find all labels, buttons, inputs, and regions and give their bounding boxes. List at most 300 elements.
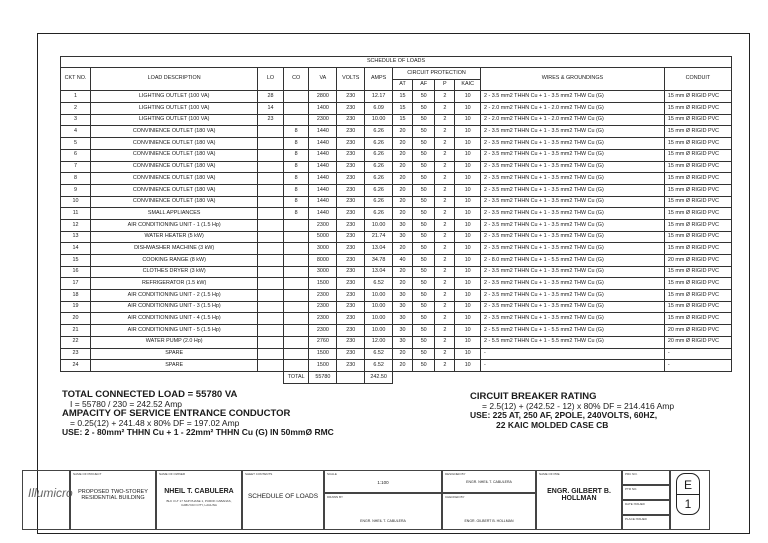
cell-wire: 2 - 3.5 mm2 THHN Cu + 1 - 3.5 mm2 THW Cu (G) (481, 126, 665, 138)
col-at: AT (393, 79, 413, 91)
cell-cond: 15 mm Ø RIGID PVC (664, 278, 731, 290)
cell-volts: 230 (337, 278, 365, 290)
cell-at: 20 (393, 348, 413, 360)
table-row (61, 336, 732, 348)
sheet-number: 1 (684, 497, 692, 511)
cell-lo (258, 173, 284, 185)
cell-wire: 2 - 3.5 mm2 THHN Cu + 1 - 3.5 mm2 THW Cu (G) (481, 301, 665, 313)
ptr-cell (622, 485, 670, 500)
table-title: SCHEDULE OF LOADS (61, 57, 732, 68)
cell-af: 50 (413, 138, 435, 150)
cell-cond: 15 mm Ø RIGID PVC (664, 219, 731, 231)
cell-kaic: 10 (455, 243, 481, 255)
cell-af: 50 (413, 301, 435, 313)
table-row (61, 173, 732, 185)
conductor-use-line: USE: 2 - 80mm² THHN Cu + 1 - 22mm² THHN Cu (G) IN 50mmØ RMC (62, 427, 334, 437)
cell-va: 1440 (309, 149, 337, 161)
cell-at: 30 (393, 219, 413, 231)
cell-at: 30 (393, 313, 413, 325)
cell-desc: SMALL APPLIANCES (91, 208, 258, 220)
cell-p: 2 (435, 126, 455, 138)
cell-desc: CONVINIENCE OUTLET (180 VA) (91, 173, 258, 185)
cell-p: 2 (435, 313, 455, 325)
cell-p: 2 (435, 266, 455, 278)
cell-af: 50 (413, 173, 435, 185)
cell-volts: 230 (337, 149, 365, 161)
cell-at: 20 (393, 173, 413, 185)
sheet-number-cell (670, 470, 710, 530)
cell-ckt: 18 (61, 290, 91, 302)
table-row (61, 103, 732, 115)
cell-va: 1440 (309, 138, 337, 150)
schedule-of-loads-table (60, 56, 732, 384)
table-row (61, 149, 732, 161)
cell-cond: 15 mm Ø RIGID PVC (664, 208, 731, 220)
cell-wire: 2 - 3.5 mm2 THHN Cu + 1 - 3.5 mm2 THW Cu (G) (481, 278, 665, 290)
table-row (61, 126, 732, 138)
cell-volts: 230 (337, 266, 365, 278)
company-logo: Illumicro (28, 486, 73, 500)
col-amps: AMPS (365, 68, 393, 91)
cell-volts: 230 (337, 196, 365, 208)
drawn-by: ENGR. NHEIL T. CABULERA (360, 519, 406, 523)
cell-p: 2 (435, 336, 455, 348)
col-co: CO (283, 68, 309, 91)
ptr-label: PTR NO. (625, 487, 638, 491)
cell-wire: 2 - 3.5 mm2 THHN Cu + 1 - 3.5 mm2 THW Cu (G) (481, 290, 665, 302)
current-line: I = 55780 / 230 = 242.52 Amp (70, 398, 183, 409)
cell-amps: 10.00 (365, 313, 393, 325)
cell-kaic: 10 (455, 278, 481, 290)
cell-co (283, 348, 309, 360)
cell-volts: 230 (337, 126, 365, 138)
col-desc: LOAD DESCRIPTION (91, 68, 258, 91)
cell-co (283, 103, 309, 115)
engineer-cell (536, 470, 622, 530)
table-row (61, 266, 732, 278)
cell-at: 30 (393, 301, 413, 313)
table-row (61, 91, 732, 103)
cell-kaic: 10 (455, 231, 481, 243)
cell-volts: 230 (337, 360, 365, 372)
cell-co (283, 301, 309, 313)
cell-wire: 2 - 3.5 mm2 THHN Cu + 1 - 3.5 mm2 THW Cu (G) (481, 231, 665, 243)
cell-amps: 13.04 (365, 243, 393, 255)
cell-desc: AIR CONDITIONING UNIT - 5 (1.5 Hp) (91, 325, 258, 337)
cell-p: 2 (435, 243, 455, 255)
cell-desc: COOKING RANGE (8 kW) (91, 255, 258, 267)
cell-va: 3000 (309, 266, 337, 278)
cell-p: 2 (435, 255, 455, 267)
cell-p: 2 (435, 184, 455, 196)
cell-amps: 6.52 (365, 360, 393, 372)
cell-cond: 15 mm Ø RIGID PVC (664, 301, 731, 313)
cell-va: 2760 (309, 336, 337, 348)
drawing-sheet (37, 33, 750, 534)
cell-ckt: 17 (61, 278, 91, 290)
cell-va: 1500 (309, 278, 337, 290)
cell-amps: 10.00 (365, 114, 393, 126)
prc-cell (622, 470, 670, 485)
cell-af: 50 (413, 161, 435, 173)
cell-p: 2 (435, 360, 455, 372)
cell-at: 30 (393, 336, 413, 348)
cell-p: 2 (435, 91, 455, 103)
date-label: DATE ISSUED (625, 502, 645, 506)
cell-va: 2300 (309, 325, 337, 337)
col-lo: LO (258, 68, 284, 91)
cell-wire: 2 - 3.5 mm2 THHN Cu + 1 - 3.5 mm2 THW Cu (G) (481, 138, 665, 150)
cell-ckt: 11 (61, 208, 91, 220)
cell-lo (258, 161, 284, 173)
cell-amps: 6.26 (365, 149, 393, 161)
cell-va: 1440 (309, 208, 337, 220)
cell-af: 50 (413, 255, 435, 267)
drawn-cell (324, 493, 442, 530)
cell-amps: 6.52 (365, 348, 393, 360)
cell-cond: 15 mm Ø RIGID PVC (664, 103, 731, 115)
col-af: AF (413, 79, 435, 91)
date-cell (622, 500, 670, 515)
logo-cell (22, 470, 73, 530)
scale-cell (324, 470, 442, 493)
table-row (61, 278, 732, 290)
cell-lo (258, 219, 284, 231)
cell-kaic: 10 (455, 103, 481, 115)
cell-lo (258, 360, 284, 372)
cell-va: 2300 (309, 301, 337, 313)
cell-va: 2300 (309, 219, 337, 231)
designed-cell (442, 470, 536, 493)
cell-cond: 15 mm Ø RIGID PVC (664, 290, 731, 302)
cell-af: 50 (413, 91, 435, 103)
cell-co (283, 231, 309, 243)
cell-kaic: 10 (455, 149, 481, 161)
col-va: VA (309, 68, 337, 91)
cell-amps: 6.26 (365, 196, 393, 208)
cell-kaic: 10 (455, 313, 481, 325)
cell-desc: SPARE (91, 348, 258, 360)
cell-lo (258, 266, 284, 278)
cell-cond: 15 mm Ø RIGID PVC (664, 243, 731, 255)
cell-kaic: 10 (455, 301, 481, 313)
cell-co (283, 266, 309, 278)
owner-address: BLK 3 LT 17 SAP PHASE 1, PUROK CABANAS, CABUYAO CITY, LAGUNA (166, 499, 232, 507)
cell-desc: AIR CONDITIONING UNIT - 1 (1.5 Hp) (91, 219, 258, 231)
checked-cell (442, 493, 536, 530)
cell-ckt: 19 (61, 301, 91, 313)
cell-wire: - (481, 360, 665, 372)
cell-wire: 2 - 2.0 mm2 THHN Cu + 1 - 2.0 mm2 THW Cu (G) (481, 103, 665, 115)
cell-at: 20 (393, 161, 413, 173)
cell-cond: 15 mm Ø RIGID PVC (664, 231, 731, 243)
cell-amps: 10.00 (365, 219, 393, 231)
cell-wire: 2 - 3.5 mm2 THHN Cu + 1 - 3.5 mm2 THW Cu (G) (481, 184, 665, 196)
cell-ckt: 21 (61, 325, 91, 337)
ampacity-title: AMPACITY OF SERVICE ENTRANCE CONDUCTOR (62, 408, 291, 419)
table-row (61, 243, 732, 255)
cell-co (283, 325, 309, 337)
cell-cond: 20 mm Ø RIGID PVC (664, 255, 731, 267)
cell-volts: 230 (337, 301, 365, 313)
cell-at: 20 (393, 126, 413, 138)
table-row (61, 208, 732, 220)
cell-ckt: 15 (61, 255, 91, 267)
cell-af: 50 (413, 219, 435, 231)
col-circuit-protection: CIRCUIT PROTECTION (393, 68, 481, 80)
col-p: P (435, 79, 455, 91)
cell-amps: 12.00 (365, 336, 393, 348)
table-row (61, 290, 732, 302)
cell-kaic: 10 (455, 91, 481, 103)
cell-amps: 6.26 (365, 161, 393, 173)
calc-right (470, 392, 674, 430)
cell-co: 8 (283, 161, 309, 173)
cell-wire: 2 - 3.5 mm2 THHN Cu + 1 - 3.5 mm2 THW Cu (G) (481, 196, 665, 208)
cell-ckt: 7 (61, 161, 91, 173)
cell-va: 5000 (309, 231, 337, 243)
sheet-contents: SCHEDULE OF LOADS (247, 493, 319, 500)
cell-co: 8 (283, 149, 309, 161)
cell-lo: 28 (258, 91, 284, 103)
owner-label: NAME OF OWNER (159, 472, 185, 476)
cell-at: 20 (393, 138, 413, 150)
designed-by: ENGR. NHEIL T. CABULERA (466, 480, 512, 484)
place-label: PLACE ISSUED (625, 517, 647, 521)
cell-af: 50 (413, 196, 435, 208)
cell-ckt: 12 (61, 219, 91, 231)
cell-volts: 230 (337, 290, 365, 302)
cell-desc: WATER HEATER (5 kW) (91, 231, 258, 243)
cell-desc: REFRIGERATOR (1.5 kW) (91, 278, 258, 290)
cell-desc: WATER PUMP (2.0 Hp) (91, 336, 258, 348)
cell-at: 30 (393, 231, 413, 243)
cell-wire: 2 - 5.5 mm2 THHN Cu + 1 - 5.5 mm2 THW Cu (G) (481, 325, 665, 337)
cell-va: 1440 (309, 173, 337, 185)
checked-label: CHECKED BY (445, 495, 465, 499)
cell-p: 2 (435, 290, 455, 302)
table-row (61, 255, 732, 267)
sheet-label: SHEET CONTENTS (245, 472, 273, 476)
cell-ckt: 20 (61, 313, 91, 325)
cell-wire: 2 - 3.5 mm2 THHN Cu + 1 - 3.5 mm2 THW Cu (G) (481, 161, 665, 173)
cell-kaic: 10 (455, 266, 481, 278)
table-row (61, 360, 732, 372)
breaker-use-2: 22 KAIC MOLDED CASE CB (496, 419, 609, 430)
cell-cond: 15 mm Ø RIGID PVC (664, 184, 731, 196)
cell-co: 8 (283, 196, 309, 208)
cell-desc: CONVINIENCE OUTLET (180 VA) (91, 161, 258, 173)
table-row (61, 325, 732, 337)
cell-volts: 230 (337, 91, 365, 103)
cell-p: 2 (435, 325, 455, 337)
cell-desc: AIR CONDITIONING UNIT - 4 (1.5 Hp) (91, 313, 258, 325)
cell-volts: 230 (337, 173, 365, 185)
breaker-title: CIRCUIT BREAKER RATING (470, 391, 597, 402)
cell-desc: CONVINIENCE OUTLET (180 VA) (91, 126, 258, 138)
cell-desc: LIGHTING OUTLET (100 VA) (91, 91, 258, 103)
cell-p: 2 (435, 231, 455, 243)
cell-amps: 6.26 (365, 126, 393, 138)
cell-lo (258, 290, 284, 302)
cell-cond: 20 mm Ø RIGID PVC (664, 336, 731, 348)
cell-co (283, 219, 309, 231)
col-volts: VOLTS (337, 68, 365, 91)
table-row (61, 231, 732, 243)
table-row (61, 161, 732, 173)
cell-lo (258, 208, 284, 220)
cell-af: 50 (413, 290, 435, 302)
cell-kaic: 10 (455, 255, 481, 267)
cell-amps: 6.26 (365, 173, 393, 185)
cell-ckt: 10 (61, 196, 91, 208)
project-name: PROPOSED TWO-STOREY RESIDENTIAL BUILDING (78, 489, 148, 501)
cell-af: 50 (413, 313, 435, 325)
cell-ckt: 13 (61, 231, 91, 243)
designed-label: DESIGNED BY (445, 472, 466, 476)
cell-volts: 230 (337, 138, 365, 150)
cell-amps: 6.09 (365, 103, 393, 115)
cell-p: 2 (435, 208, 455, 220)
cell-p: 2 (435, 161, 455, 173)
col-ckt: CKT NO. (61, 68, 91, 91)
scale-label: SCALE (327, 472, 337, 476)
cell-cond: 15 mm Ø RIGID PVC (664, 161, 731, 173)
cell-at: 20 (393, 208, 413, 220)
cell-kaic: 10 (455, 325, 481, 337)
cell-at: 20 (393, 266, 413, 278)
cell-p: 2 (435, 301, 455, 313)
cell-co: 8 (283, 184, 309, 196)
cell-va: 1440 (309, 161, 337, 173)
cell-va: 1440 (309, 184, 337, 196)
cell-co (283, 91, 309, 103)
cell-cond: 15 mm Ø RIGID PVC (664, 91, 731, 103)
cell-va: 2800 (309, 91, 337, 103)
cell-p: 2 (435, 278, 455, 290)
cell-co (283, 290, 309, 302)
cell-at: 20 (393, 196, 413, 208)
cell-amps: 6.52 (365, 278, 393, 290)
cell-cond: 15 mm Ø RIGID PVC (664, 126, 731, 138)
cell-lo (258, 301, 284, 313)
cell-kaic: 10 (455, 126, 481, 138)
cell-af: 50 (413, 184, 435, 196)
cell-af: 50 (413, 360, 435, 372)
cell-ckt: 23 (61, 348, 91, 360)
sheet-contents-cell (242, 470, 324, 530)
cell-af: 50 (413, 208, 435, 220)
cell-desc: DISHWASHER MACHINE (3 kW) (91, 243, 258, 255)
cell-lo (258, 255, 284, 267)
cell-kaic: 10 (455, 173, 481, 185)
drawn-label: DRAWN BY (327, 495, 344, 499)
cell-ckt: 14 (61, 243, 91, 255)
cell-kaic: 10 (455, 196, 481, 208)
engineer-label: NAME OF PRE (539, 472, 560, 476)
cell-desc: SPARE (91, 360, 258, 372)
cell-volts: 230 (337, 231, 365, 243)
cell-lo (258, 196, 284, 208)
engineer-name: ENGR. GILBERT B. HOLLMAN (547, 488, 611, 502)
cell-af: 50 (413, 325, 435, 337)
cell-amps: 10.00 (365, 301, 393, 313)
cell-amps: 12.17 (365, 91, 393, 103)
cell-lo (258, 126, 284, 138)
cell-wire: 2 - 8.0 mm2 THHN Cu + 1 - 5.5 mm2 THW Cu (G) (481, 255, 665, 267)
table-row (61, 196, 732, 208)
cell-wire: 2 - 3.5 mm2 THHN Cu + 1 - 3.5 mm2 THW Cu (G) (481, 173, 665, 185)
table-row (61, 184, 732, 196)
cell-cond: - (664, 360, 731, 372)
cell-ckt: 9 (61, 184, 91, 196)
cell-lo (258, 336, 284, 348)
cell-lo (258, 313, 284, 325)
cell-volts: 230 (337, 313, 365, 325)
table-row (61, 301, 732, 313)
cell-kaic: 10 (455, 208, 481, 220)
cell-wire: 2 - 3.5 mm2 THHN Cu + 1 - 3.5 mm2 THW Cu (G) (481, 266, 665, 278)
cell-ckt: 24 (61, 360, 91, 372)
cell-kaic: 10 (455, 138, 481, 150)
cell-co (283, 114, 309, 126)
cell-amps: 10.00 (365, 325, 393, 337)
cell-lo (258, 149, 284, 161)
cell-ckt: 6 (61, 149, 91, 161)
total-va: 55780 (309, 371, 337, 383)
cell-co (283, 313, 309, 325)
cell-amps: 6.26 (365, 208, 393, 220)
cell-ckt: 4 (61, 126, 91, 138)
cell-ckt: 2 (61, 103, 91, 115)
cell-lo (258, 243, 284, 255)
cell-kaic: 10 (455, 219, 481, 231)
cell-wire: 2 - 3.5 mm2 THHN Cu + 1 - 3.5 mm2 THW Cu (G) (481, 208, 665, 220)
cell-co (283, 243, 309, 255)
cell-af: 50 (413, 348, 435, 360)
cell-co: 8 (283, 138, 309, 150)
cell-desc: CONVINIENCE OUTLET (180 VA) (91, 196, 258, 208)
col-kaic: KAIC (455, 79, 481, 91)
cell-cond: 15 mm Ø RIGID PVC (664, 313, 731, 325)
total-label: TOTAL (283, 371, 309, 383)
cell-amps: 6.26 (365, 184, 393, 196)
cell-co: 8 (283, 173, 309, 185)
cell-af: 50 (413, 149, 435, 161)
cell-va: 2300 (309, 114, 337, 126)
cell-co: 8 (283, 126, 309, 138)
cell-desc: AIR CONDITIONING UNIT - 3 (1.5 Hp) (91, 301, 258, 313)
cell-wire: 2 - 3.5 mm2 THHN Cu + 1 - 3.5 mm2 THW Cu (G) (481, 313, 665, 325)
cell-wire: - (481, 348, 665, 360)
prc-label: PRC NO. (625, 472, 638, 476)
cell-ckt: 1 (61, 91, 91, 103)
cell-co: 8 (283, 208, 309, 220)
cell-kaic: 10 (455, 114, 481, 126)
cell-ckt: 3 (61, 114, 91, 126)
project-label: NAME OF PROJECT (73, 472, 102, 476)
cell-af: 50 (413, 266, 435, 278)
cell-lo: 14 (258, 103, 284, 115)
cell-af: 50 (413, 336, 435, 348)
cell-kaic: 10 (455, 161, 481, 173)
cell-p: 2 (435, 348, 455, 360)
cell-lo: 23 (258, 114, 284, 126)
ampacity-line: = 0.25(12) + 241.48 x 80% DF = 197.02 Amp (70, 417, 240, 428)
cell-at: 30 (393, 290, 413, 302)
cell-at: 20 (393, 360, 413, 372)
cell-lo (258, 348, 284, 360)
